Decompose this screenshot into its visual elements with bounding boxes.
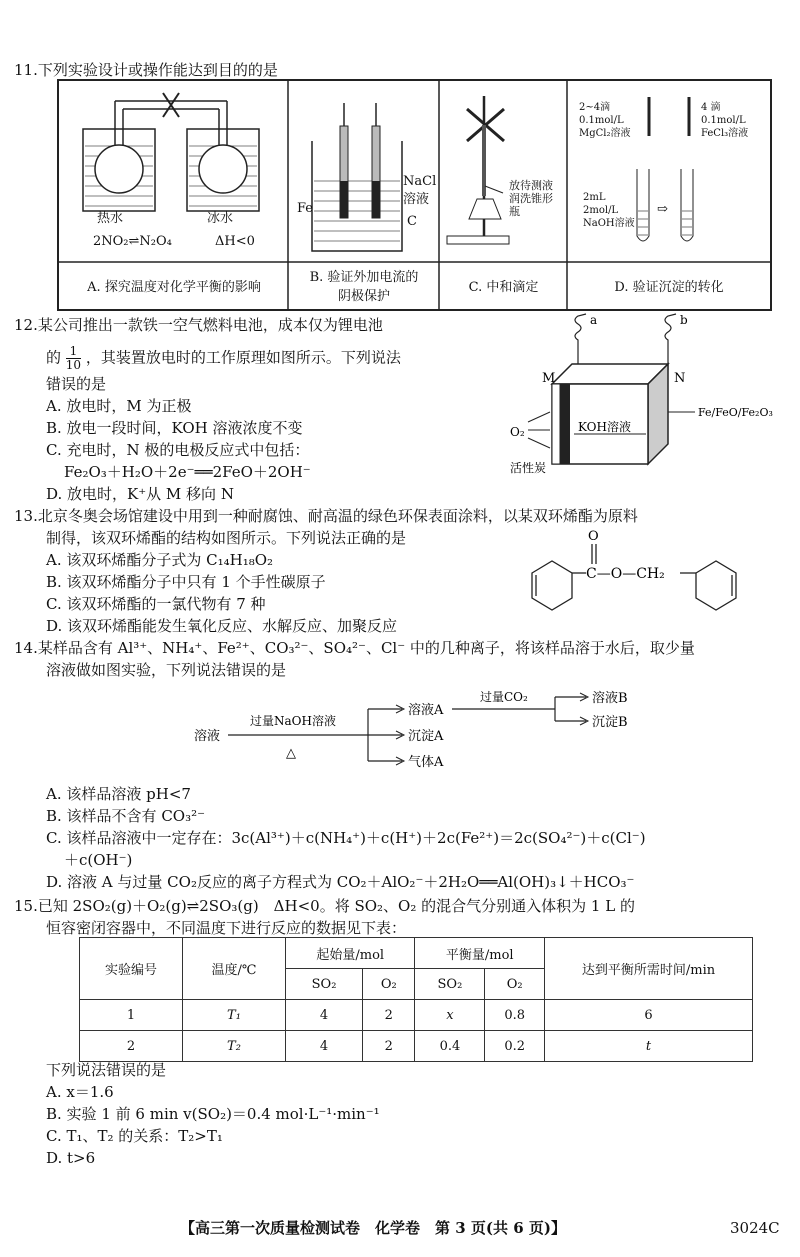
terminal-a: a [590,313,598,327]
svg-text:⇨: ⇨ [657,202,668,217]
q13-line1: 13.北京冬奥会场馆建设中用到一种耐腐蚀、耐高温的绿色环保表面涂料，以某双环烯酯为原料 [14,507,638,525]
fecl3-drops: 4 滴 [701,102,721,113]
flow-heat: △ [286,746,296,761]
cell: 6 [545,1000,753,1031]
naoh-volume: 2mL [583,192,606,203]
q13-line2: 制得，该双环烯酯的结构如图所示。下列说法正确的是 [46,529,407,547]
fecl3-reagent [701,101,748,140]
q14-line1: 14.某样品含有 Al³⁺、NH₄⁺、Fe²⁺、CO₃²⁻、SO₄²⁻、Cl⁻ 中的几种离子，将该样品溶于水后，取少量 [14,639,695,657]
panel-c-stand [447,96,509,244]
q14-flowchart [190,683,650,783]
flow-gas-a: 气体A [408,755,444,770]
page-footer: 【高三第一次质量检测试卷 化学卷 第 3 页(共 6 页)】 [180,1219,566,1237]
q12-option-a: A. 放电时，M 为正极 [46,397,192,415]
panel-d-tubes [637,97,693,241]
oxygen-label: O₂ [510,425,525,439]
cell: 0.4 [415,1031,485,1062]
th-time: 达到平衡所需时间/min [545,938,753,1000]
paper-code: 3024C [730,1219,780,1237]
q12-line3: 错误的是 [46,375,107,393]
q14-option-b: B. 该样品不含有 CO₃²⁻ [46,807,206,825]
q14-option-c-cont: ＋c(OH⁻) [64,851,133,869]
q12-battery-diagram [510,312,790,482]
th-initial: 起始量/mol [286,938,415,969]
electrode-n: N [674,371,686,386]
cell: x [415,1000,485,1031]
mgcl2-salt: MgCl₂溶液 [579,128,631,139]
q12-option-b: B. 放电一段时间，KOH 溶液浓度不变 [46,419,303,437]
q13-option-a: A. 该双环烯酯分子式为 C₁₄H₁₈O₂ [46,551,274,569]
cell: 2 [80,1031,183,1062]
cell: T₁ [183,1000,286,1031]
q15-ask: 下列说法错误的是 [46,1061,167,1079]
th-eq-o2: O₂ [485,969,545,1000]
q12-line2-start: 的 [46,348,62,367]
flow-solution-a: 溶液A [408,703,444,718]
cell: 2 [363,1000,415,1031]
cell: 1 [80,1000,183,1031]
flow-solution-b: 溶液B [592,691,628,706]
q11-stem: 11.下列实验设计或操作能达到目的的是 [14,61,278,79]
q13-option-d: D. 该双环烯酯能发生氧化反应、水解反应、加聚反应 [46,617,398,635]
th-experiment: 实验编号 [80,938,183,1000]
q14-option-d: D. 溶液 A 与过量 CO₂反应的离子方程式为 CO₂＋AlO₂⁻＋2H₂O══Al(OH)₃↓＋HCO₃⁻ [46,873,635,891]
cell: 2 [363,1031,415,1062]
flow-precipitate-b: 沉淀B [592,715,628,730]
cell: 4 [286,1031,363,1062]
caption-a: A. 探究温度对化学平衡的影响 [87,280,261,295]
mgcl2-conc: 0.1mol/L [579,115,624,126]
q12-option-c-eq: Fe₂O₃＋H₂O＋2e⁻══2FeO＋2OH⁻ [64,463,311,481]
fecl3-salt: FeCl₃溶液 [701,128,749,139]
fecl3-conc: 0.1mol/L [701,115,746,126]
cell: 0.2 [485,1031,545,1062]
activated-carbon-label: 活性炭 [510,461,547,475]
q15-option-d: D. t>6 [46,1149,96,1167]
hot-water-label: 热水 [97,211,124,226]
cell: 0.8 [485,1000,545,1031]
naoh-reagent [583,191,635,230]
flow-co2: 过量CO₂ [480,690,528,704]
delta-h-label: ΔH<0 [215,234,255,249]
naoh-name: NaOH溶液 [583,218,635,229]
terminal-b: b [680,313,688,327]
q13-option-b: B. 该双环烯酯分子中只有 1 个手性碳原子 [46,573,326,591]
th-equilibrium: 平衡量/mol [415,938,545,969]
q12-line2-end: ，其装置放电时的工作原理如图所示。下列说法 [85,348,401,367]
panel-a-beakers [83,93,259,211]
q15-option-b: B. 实验 1 前 6 min v(SO₂)＝0.4 mol·L⁻¹·min⁻¹ [46,1105,380,1123]
caption-d: D. 验证沉淀的转化 [614,280,724,295]
panel-b-beaker [312,103,402,251]
mgcl2-reagent [579,101,631,140]
caption-b-line1: B. 验证外加电流的 [309,270,419,285]
q15-line1: 15.已知 2SO₂(g)＋O₂(g)⇌2SO₃(g) ΔH<0。将 SO₂、O₂ 的混合气分别通入体积为 1 L 的 [14,897,635,915]
flow-solution: 溶液 [194,729,221,744]
table-row [80,1000,753,1031]
carbonyl-oxygen: O [588,529,599,544]
q15-option-a: A. x＝1.6 [46,1083,114,1101]
cell: T₂ [183,1031,286,1062]
electrode-m: M [542,371,556,386]
nacl-label: NaCl [403,174,437,189]
naoh-conc: 2mol/L [583,205,619,216]
koh-label: KOH溶液 [578,420,631,434]
ester-chain: C—O—CH₂ [586,566,665,582]
q15-option-c: C. T₁、T₂ 的关系：T₂>T₁ [46,1127,223,1145]
fraction-numerator: 1 [66,345,81,359]
q11-figure-box [57,79,772,311]
caption-c: C. 中和滴定 [468,280,539,295]
titration-note-1: 放待测液 [509,179,553,192]
q13-structure [520,528,760,628]
table-row [80,1031,753,1062]
q13-option-c: C. 该双环烯酯的一氯代物有 7 种 [46,595,266,613]
th-temperature: 温度/℃ [183,938,286,1000]
q15-line2: 恒容密闭容器中，不同温度下进行反应的数据见下表： [46,919,407,937]
q15-data-table [79,937,753,1062]
th-eq-so2: SO₂ [415,969,485,1000]
th-initial-so2: SO₂ [286,969,363,1000]
cold-water-label: 冰水 [207,211,234,226]
q12-option-d: D. 放电时，K⁺从 M 移向 N [46,485,234,503]
fe-electrode-label: Fe [297,201,314,216]
titration-note [509,179,553,218]
flow-precipitate-a: 沉淀A [408,729,444,744]
flow-naoh: 过量NaOH溶液 [250,714,336,728]
q14-option-a: A. 该样品溶液 pH<7 [46,785,191,803]
q12-option-c: C. 充电时，N 极的电极反应式中包括： [46,441,310,459]
mgcl2-drops: 2~4滴 [579,102,611,113]
cell: 4 [286,1000,363,1031]
c-electrode-label: C [407,214,417,229]
q12-line2 [46,345,401,372]
titration-note-3: 瓶 [509,205,520,218]
titration-note-2: 润洗锥形 [509,192,553,205]
no2-equilibrium: 2NO₂⇌N₂O₄ [93,234,172,249]
fraction-denominator: 10 [65,358,82,372]
solution-label: 溶液 [403,192,430,207]
q14-option-c: C. 该样品溶液中一定存在：3c(Al³⁺)＋c(NH₄⁺)＋c(H⁺)＋2c(Fe²⁺)＝2c(SO₄²⁻)＋c(Cl⁻) [46,829,646,847]
q12-fraction [66,345,81,372]
caption-b-line2: 阴极保护 [337,289,390,304]
q14-line2: 溶液做如图实验，下列说法错误的是 [46,661,287,679]
th-initial-o2: O₂ [363,969,415,1000]
iron-oxide-label: Fe/FeO/Fe₂O₃ [698,406,773,419]
q12-line1: 12.某公司推出一款铁一空气燃料电池，成本仅为锂电池 [14,316,383,334]
cell: t [545,1031,753,1062]
